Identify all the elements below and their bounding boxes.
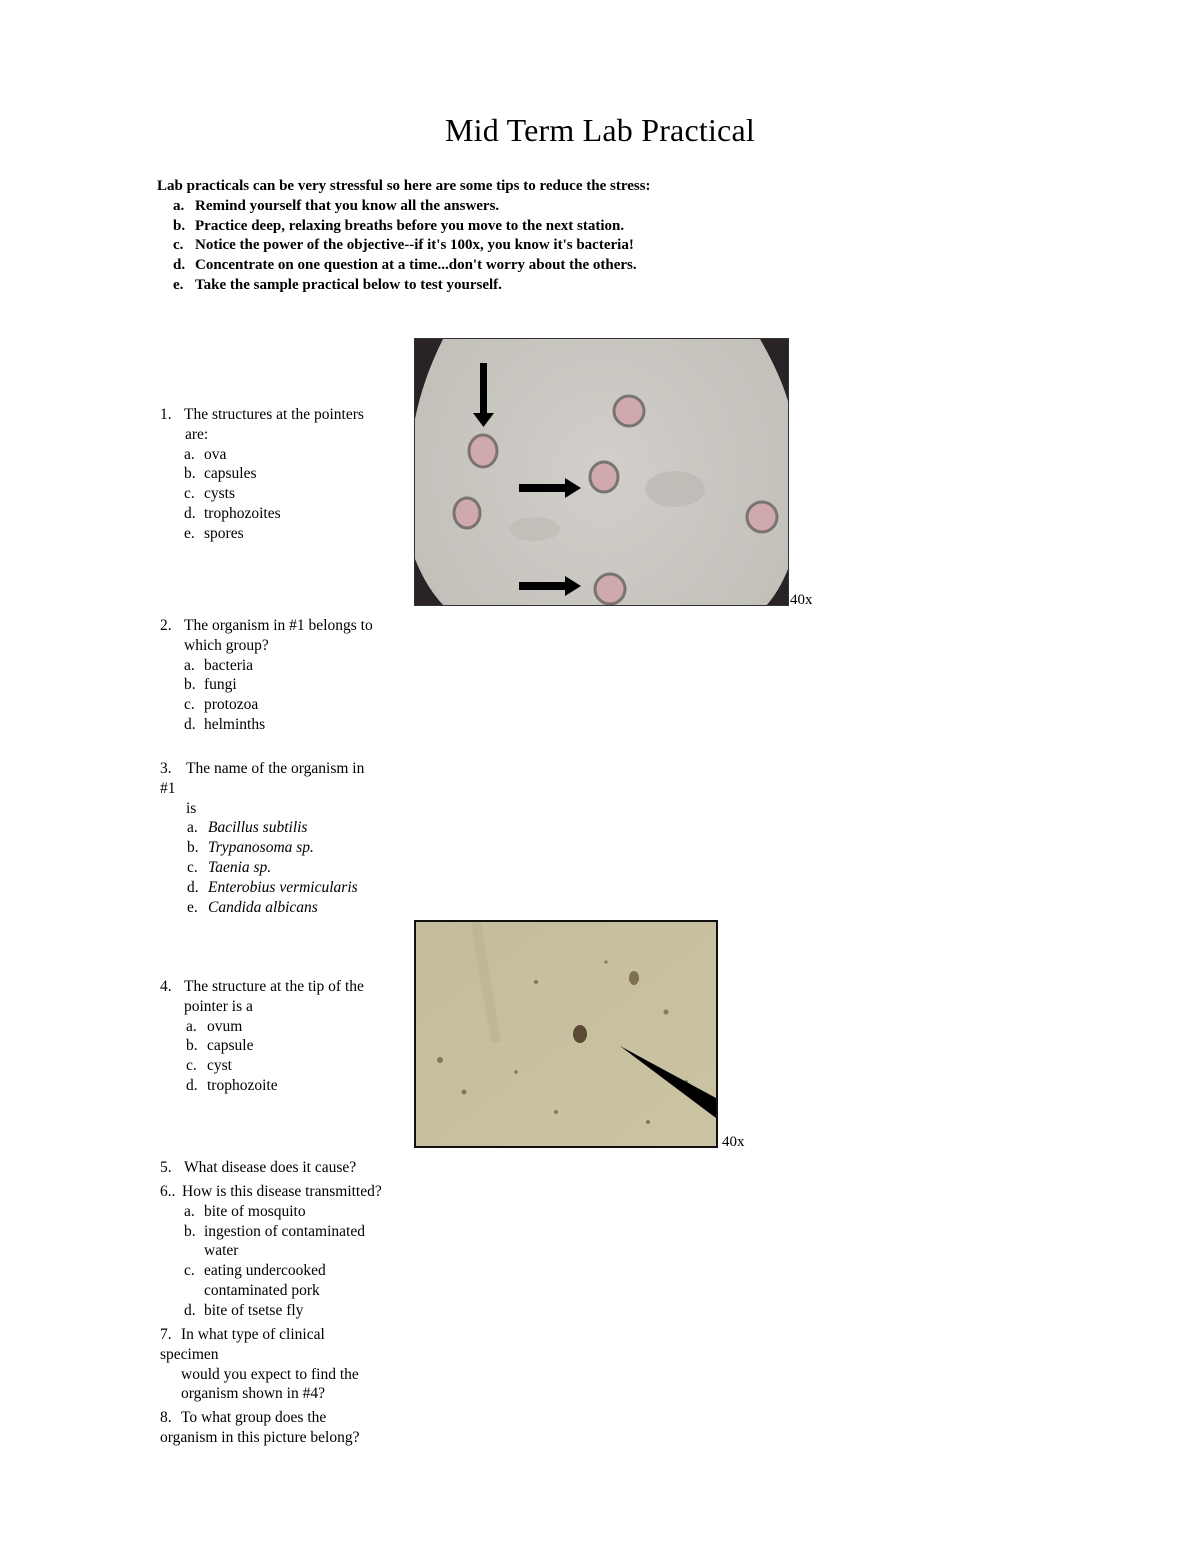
question-1 (160, 405, 364, 544)
microscope-slide-pointer-icon (416, 922, 716, 1146)
magnification-label: 40x (722, 1134, 745, 1150)
question-text-cont: would you expect to find the (181, 1365, 359, 1383)
question-8 (160, 1408, 359, 1448)
question-2 (160, 616, 373, 735)
answer-option: d. helminths (184, 715, 266, 733)
answer-option: a. ovum (186, 1017, 243, 1035)
tip-text: Notice the power of the objective--if it's 100x, you know it's bacteria! (195, 237, 634, 254)
answer-option: b. fungi (184, 676, 237, 694)
tip-item (157, 256, 651, 276)
microscope-image-cyst (414, 920, 718, 1148)
answer-option: b. capsule (186, 1037, 254, 1055)
question-text: What disease does it cause? (184, 1159, 357, 1176)
magnification-label: 40x (790, 592, 813, 608)
answer-option: e. Candida albicans (187, 898, 318, 916)
question-number: 4. (160, 978, 172, 995)
question-text: The name of the organism in (186, 760, 365, 777)
question-3 (160, 759, 364, 917)
question-number: 5. (160, 1159, 172, 1176)
tip-text: Practice deep, relaxing breaths before you move to the next station. (195, 217, 625, 234)
question-text: In what type of clinical (181, 1326, 325, 1343)
question-text-cont: specimen (160, 1345, 219, 1363)
question-text: The structures at the pointers (184, 406, 364, 423)
tips-list (157, 197, 651, 296)
answer-option: d. trophozoites (184, 504, 281, 522)
question-text-cont: are: (185, 425, 209, 443)
question-number: 1. (160, 406, 172, 423)
question-text-cont: #1 (160, 779, 176, 797)
question-text-cont: organism shown in #4? (181, 1385, 325, 1403)
question-text-cont: is (186, 799, 197, 817)
tip-item (157, 276, 651, 296)
tip-text: Take the sample practical below to test yourself. (195, 276, 502, 293)
question-number: 8. (160, 1409, 172, 1426)
tip-text: Remind yourself that you know all the answers. (195, 197, 500, 214)
question-text: How is this disease transmitted? (182, 1183, 382, 1200)
answer-option-cont: water (204, 1242, 239, 1260)
tip-text: Concentrate on one question at a time...don't worry about the others. (195, 257, 637, 274)
answer-option: a. bite of mosquito (184, 1202, 306, 1220)
question-text-cont: organism in this picture belong? (160, 1428, 360, 1446)
question-5 (160, 1158, 356, 1178)
question-text: The organism in #1 belongs to (184, 617, 373, 634)
tips-section (157, 177, 651, 296)
tip-item (157, 217, 651, 237)
tip-item (157, 236, 651, 256)
microscope-image-ova (414, 338, 789, 606)
question-4 (160, 977, 364, 1096)
question-text: To what group does the (181, 1409, 327, 1426)
answer-option-cont: contaminated pork (204, 1281, 320, 1299)
question-text-cont: pointer is a (184, 997, 253, 1015)
answer-option: a. ova (184, 445, 227, 463)
tip-letter: b. (173, 217, 186, 234)
question-number: 7. (160, 1326, 172, 1343)
question-text-cont: which group? (184, 636, 269, 654)
tip-letter: a. (173, 197, 185, 214)
answer-option: b. ingestion of contaminated (184, 1222, 365, 1240)
question-number: 6.. (160, 1183, 176, 1200)
answer-option: c. cysts (184, 485, 235, 503)
answer-option: a. Bacillus subtilis (187, 819, 308, 837)
question-number: 3. (160, 760, 172, 777)
answer-option: b. Trypanosoma sp. (187, 839, 314, 857)
answer-option: c. Taenia sp. (187, 858, 272, 876)
answer-option: d. bite of tsetse fly (184, 1301, 304, 1319)
answer-option: b. capsules (184, 465, 257, 483)
answer-option: e. spores (184, 524, 244, 542)
question-number: 2. (160, 617, 172, 634)
page-title: Mid Term Lab Practical (445, 112, 755, 148)
question-text: The structure at the tip of the (184, 978, 364, 995)
question-6 (160, 1182, 382, 1321)
tip-letter: d. (173, 257, 186, 274)
answer-option: c. protozoa (184, 696, 259, 714)
answer-option: d. Enterobius vermicularis (187, 878, 358, 896)
answer-option: c. cyst (186, 1057, 232, 1075)
microscope-slide-ova-icon (415, 339, 789, 606)
tip-item (157, 197, 651, 217)
answer-option: d. trophozoite (186, 1076, 278, 1094)
tip-letter: c. (173, 237, 184, 254)
question-7 (160, 1325, 359, 1404)
answer-option: a. bacteria (184, 656, 254, 674)
tip-letter: e. (173, 276, 184, 293)
answer-option: c. eating undercooked (184, 1262, 326, 1280)
tips-intro: Lab practicals can be very stressful so here are some tips to reduce the stress: (157, 178, 651, 194)
